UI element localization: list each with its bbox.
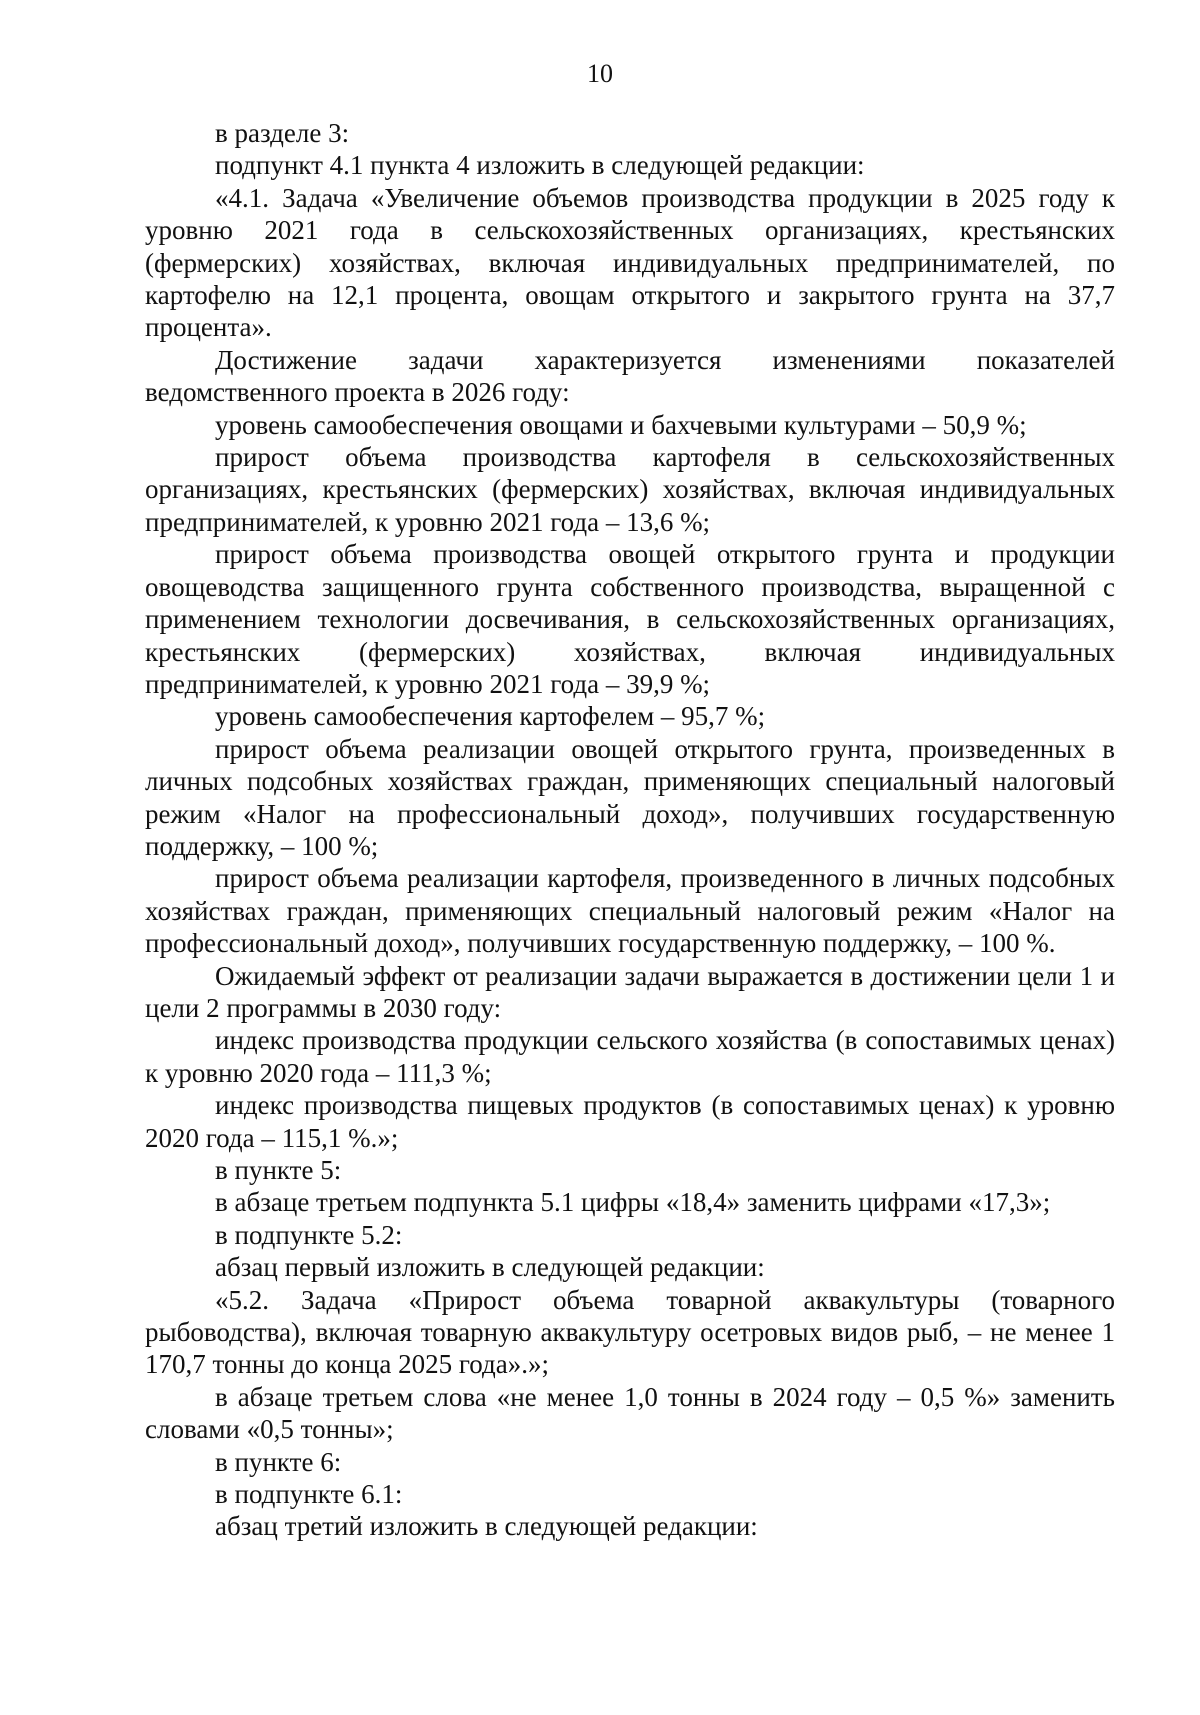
paragraph-agriculture-index: индекс производства продукции сельского хозяйства (в сопоставимых ценах) к уровню 2020 года – 111,3 %; <box>145 1025 1115 1088</box>
paragraph-first-paragraph-edit: абзац первый изложить в следующей редакции: <box>215 1252 765 1283</box>
paragraph-potato-sales: прирост объема реализации картофеля, произведенного в личных подсобных хозяйствах граждан, применяющих специальный налоговый режим «Налог на профессиональный доход», получивших государственную поддержку, – 100 %. <box>145 863 1115 959</box>
paragraph-achievement: Достижение задачи характеризуется изменениями показателей ведомственного проекта в 2026 году: <box>145 344 1115 408</box>
paragraph-task-5-2: «5.2. Задача «Прирост объема товарной аквакультуры (товарного рыбоводства), включая товарную аквакультуру осетровых видов рыб, – не менее 1 170,7 тонны до конца 2025 года».»; <box>145 1284 1115 1380</box>
paragraph-item-5: в пункте 5: <box>215 1155 342 1185</box>
paragraph-vegetables-growth: прирост объема производства овощей открытого грунта и продукции овощеводства защищенного грунта собственного производства, выращенной с применением технологии досвечивания, в сельскохозяйственных организациях, крестьянских (фермерских) хозяйствах, включая индивидуальных предпринимателей, к уровню 2021 года – 39,9 %; <box>145 539 1115 699</box>
paragraph-third-paragraph-edit: абзац третий изложить в следующей редакции: <box>215 1511 758 1542</box>
paragraph-vegetables-sales: прирост объема реализации овощей открытого грунта, произведенных в личных подсобных хозяйствах граждан, применяющих специальный налоговый режим «Налог на профессиональный доход», получивших государственную поддержку, – 100 %; <box>145 733 1115 861</box>
paragraph-potato-self-sufficiency: уровень самообеспечения картофелем – 95,7 %; <box>215 701 766 732</box>
paragraph-subitem-6-1: в подпункте 6.1: <box>215 1479 403 1510</box>
paragraph-potato-growth: прирост объема производства картофеля в сельскохозяйственных организациях, крестьянских (фермерских) хозяйствах, включая индивидуальных предпринимателей, к уровню 2021 года – 13,6 %; <box>145 442 1115 537</box>
paragraph-vegetables-self-sufficiency: уровень самообеспечения овощами и бахчевыми культурами – 50,9 %; <box>215 409 1027 440</box>
page-number: 10 <box>587 59 613 88</box>
paragraph-expected-effect: Ожидаемый эффект от реализации задачи выражается в достижении цели 1 и цели 2 программы в 2030 году: <box>145 960 1115 1023</box>
paragraph-subitem-5-1: в абзаце третьем подпункта 5.1 цифры «18,4» заменить цифрами «17,3»; <box>215 1187 1051 1218</box>
document-body <box>145 117 1115 1543</box>
paragraph-subitem-5-2: в подпункте 5.2: <box>215 1219 403 1250</box>
paragraph-item-6: в пункте 6: <box>215 1446 342 1477</box>
paragraph-food-index: индекс производства пищевых продуктов (в сопоставимых ценах) к уровню 2020 года – 115,1 %.»; <box>145 1090 1115 1153</box>
paragraph-task-4-1: «4.1. Задача «Увеличение объемов производства продукции в 2025 году к уровню 2021 года в сельскохозяйственных организациях, крестьянских (фермерских) хозяйствах, включая индивидуальных предпринимателей, по картофелю на 12,1 процента, овощам открытого и закрытого грунта на 37,7 процента». <box>145 182 1115 343</box>
paragraph-subitem-4-1-intro: подпункт 4.1 пункта 4 изложить в следующей редакции: <box>215 150 865 181</box>
paragraph-third-paragraph-words: в абзаце третьем слова «не менее 1,0 тонны в 2024 году – 0,5 %» заменить словами «0,5 тонны»; <box>145 1381 1115 1445</box>
paragraph-section-3: в разделе 3: <box>215 118 350 148</box>
